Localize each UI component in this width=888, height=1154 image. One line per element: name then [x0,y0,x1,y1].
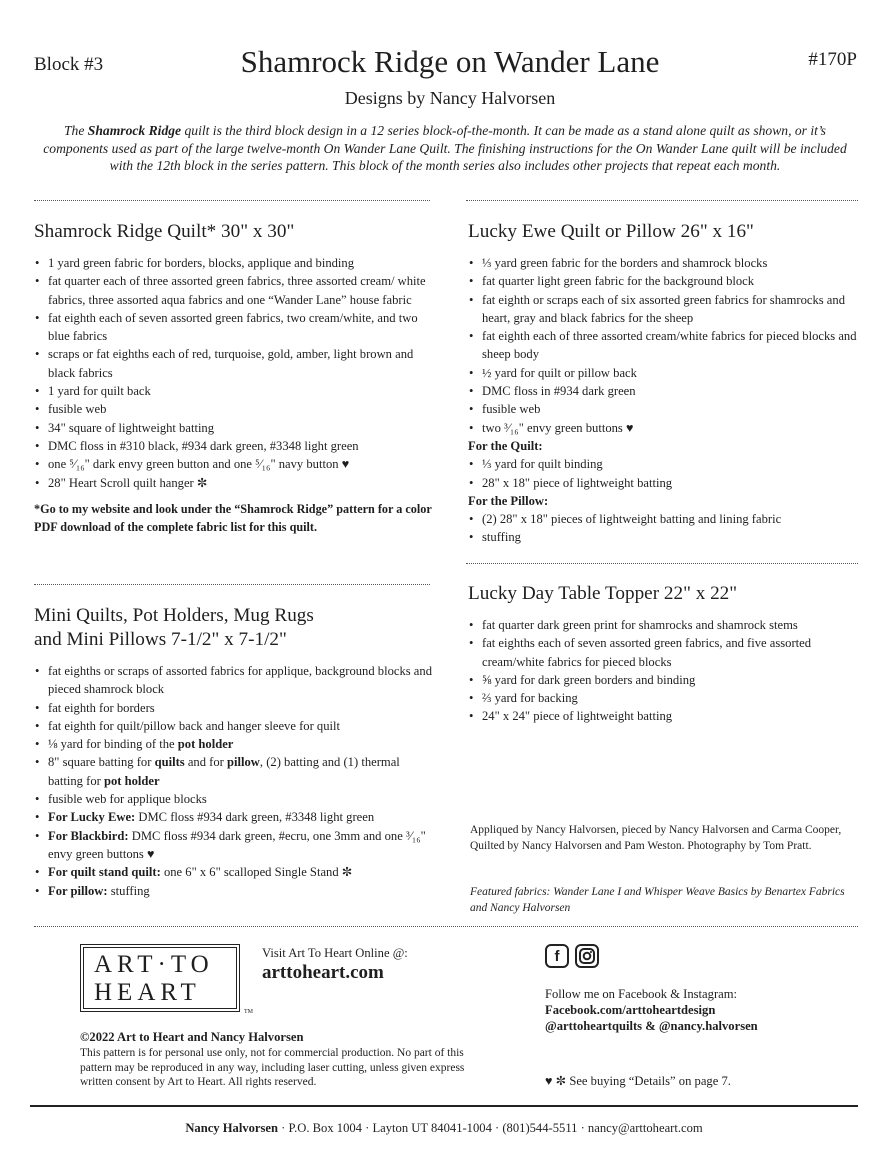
buying-note: ♥ ✼ See buying “Details” on page 7. [545,1074,731,1088]
divider [34,200,430,201]
list-item: • DMC floss in #310 black, #934 dark green, #3348 light green [34,437,432,455]
visit-text: Visit Art To Heart Online @: [262,946,408,960]
footer-rule [30,1105,858,1107]
list-item: • fusible web [34,400,432,418]
quilt-website-note: *Go to my website and look under the “Shamrock Ridge” pattern for a color PDF download of the complete fabric list for this quilt. [34,501,432,534]
quilt-section-title: Shamrock Ridge Quilt* 30" x 30" [34,221,295,242]
intro-quilt-name: Shamrock Ridge [87,123,182,138]
ewe-section-title: Lucky Ewe Quilt or Pillow 26" x 16" [468,221,754,242]
list-item: • fat eighth or scraps each of six assorted green fabrics for shamrocks and heart, gray and black fabrics for the sheep [468,291,858,328]
art-to-heart-logo [80,944,240,1012]
list-item: • fat quarter dark green print for shamrocks and shamrock stems [468,616,858,634]
list-item: • fat eighths each of seven assorted green fabrics, and five assorted cream/white fabrics for pieced blocks [468,634,858,671]
instagram-icon[interactable] [575,944,599,968]
pattern-number: #170P [808,49,857,70]
list-item: • fat eighths or scraps of assorted fabrics for applique, background blocks and pieced shamrock block [34,662,432,699]
list-item: • For Blackbird: DMC floss #934 dark green, #ecru, one 3mm and one ³⁄₁₆" envy green buttons ♥ [34,827,432,864]
list-item: • ⅓ yard green fabric for the borders and shamrock blocks [468,254,858,272]
divider [34,926,858,927]
instagram-glyph [579,948,595,964]
divider [34,584,430,585]
list-item: • two ³⁄₁₆" envy green buttons ♥ [468,419,858,437]
list-item: • fat eighth each of seven assorted green fabrics, two cream/white, and two blue fabrics [34,309,432,346]
quilt-section [34,220,432,536]
social-icons [545,944,599,968]
disclaimer: This pattern is for personal use only, not for commercial production. No part of this pattern may be reproduced in any way, including laser cutting, unless given express written consent by Art to Heart. All rights reserved. [80,1047,465,1088]
list-item: • fat eighth each of three assorted cream/white fabrics for pieced blocks and sheep body [468,327,858,364]
follow-block [545,986,758,1034]
list-item: • (2) 28" x 18" pieces of lightweight batting and lining fabric [468,510,858,528]
mini-section-title: Mini Quilts, Pot Holders, Mug Rugs and Mini Pillows 7-1/2" x 7-1/2" [34,605,314,650]
divider [466,563,858,564]
featured-fabrics: Featured fabrics: Wander Lane I and Whisper Weave Basics by Benartex Fabrics and Nancy Halvorsen [470,886,845,914]
page-title: Shamrock Ridge on Wander Lane [240,44,660,79]
topper-section-title: Lucky Day Table Topper 22" x 22" [468,583,738,604]
list-item: • ⅝ yard for dark green borders and binding [468,671,858,689]
logo-line: ART·TO [94,951,214,978]
logo-line: HEART [94,979,201,1006]
follow-text: Follow me on Facebook & Instagram: [545,987,738,1001]
list-item: • 1 yard green fabric for borders, blocks, applique and binding [34,254,432,272]
intro-paragraph: The Shamrock Ridge quilt is the third block design in a 12 series block-of-the-month. It can be made as a stand alone quilt as shown, or it’s components used as part of the large twelve-month On Wander Lane Quilt. The finishing instructions for the On Wander Lane quilt will be included with the 12th block in the series pattern. This block of the month series also includes other projects that repeat each month. [43,123,847,174]
list-item: • ⅓ yard for quilt binding [468,455,858,473]
list-item: • 24" x 24" piece of lightweight batting [468,707,858,725]
list-item: • ⅛ yard for binding of the pot holder [34,735,432,753]
topper-section [468,582,858,726]
list-item: • For pillow: stuffing [34,882,432,900]
credits: Appliqued by Nancy Halvorsen, pieced by Nancy Halvorsen and Carma Cooper, Quilted by Nancy Halvorsen and Pam Weston. Photography by Tom Pratt. [470,824,842,852]
list-item: • DMC floss in #934 dark green [468,382,858,400]
list-item: • one ⁵⁄₁₆" dark envy green button and one ⁵⁄₁₆" navy button ♥ [34,455,432,473]
mini-section [34,604,432,900]
instagram-handles[interactable]: @arttoheartquilts & @nancy.halvorsen [545,1019,758,1033]
list-item: • stuffing [468,528,858,546]
trademark: TM [244,1009,253,1015]
list-item: • 1 yard for quilt back [34,382,432,400]
list-item: • fusible web for applique blocks [34,790,432,808]
website-link[interactable]: arttoheart.com [262,962,384,983]
footer-address: Nancy Halvorsen · P.O. Box 1004 · Layton UT 84041-1004 · (801)544-5511 · nancy@arttoheart.com [185,1121,703,1135]
list-item: • scraps or fat eighths each of red, turquoise, gold, amber, light brown and black fabrics [34,345,432,382]
facebook-link[interactable]: Facebook.com/arttoheartdesign [545,1003,716,1017]
list-item: • fat quarter each of three assorted green fabrics, three assorted cream/ white fabrics, three assorted aqua fabrics and one “Wander Lane” house fabric [34,272,432,309]
block-number: Block #3 [34,54,104,75]
ewe-section [468,220,858,547]
facebook-icon[interactable]: f [545,944,569,968]
designer-subtitle: Designs by Nancy Halvorsen [344,88,556,108]
list-item: • 28" x 18" piece of lightweight batting [468,474,858,492]
pillow-subheading: For the Pillow: [468,493,549,508]
list-item: • fat eighth for quilt/pillow back and hanger sleeve for quilt [34,717,432,735]
list-item: • 8" square batting for quilts and for pillow, (2) batting and (1) thermal batting for pot holder [34,753,432,790]
list-item: • For quilt stand quilt: one 6" x 6" scalloped Single Stand ✼ [34,863,432,881]
list-item: • fat eighth for borders [34,699,432,717]
quilt-supply-list [34,254,432,492]
ewe-supply-list [468,254,858,547]
mini-supply-list [34,662,432,900]
topper-supply-list [468,616,858,726]
list-item: • ⅔ yard for backing [468,689,858,707]
list-item: • 34" square of lightweight batting [34,419,432,437]
list-item: • fusible web [468,400,858,418]
list-item: • ½ yard for quilt or pillow back [468,364,858,382]
quilt-subheading: For the Quilt: [468,438,543,453]
copyright: ©2022 Art to Heart and Nancy Halvorsen [80,1030,304,1044]
divider [466,200,858,201]
list-item: • For Lucky Ewe: DMC floss #934 dark green, #3348 light green [34,808,432,826]
list-item: • 28" Heart Scroll quilt hanger ✼ [34,474,432,492]
list-item: • fat quarter light green fabric for the background block [468,272,858,290]
